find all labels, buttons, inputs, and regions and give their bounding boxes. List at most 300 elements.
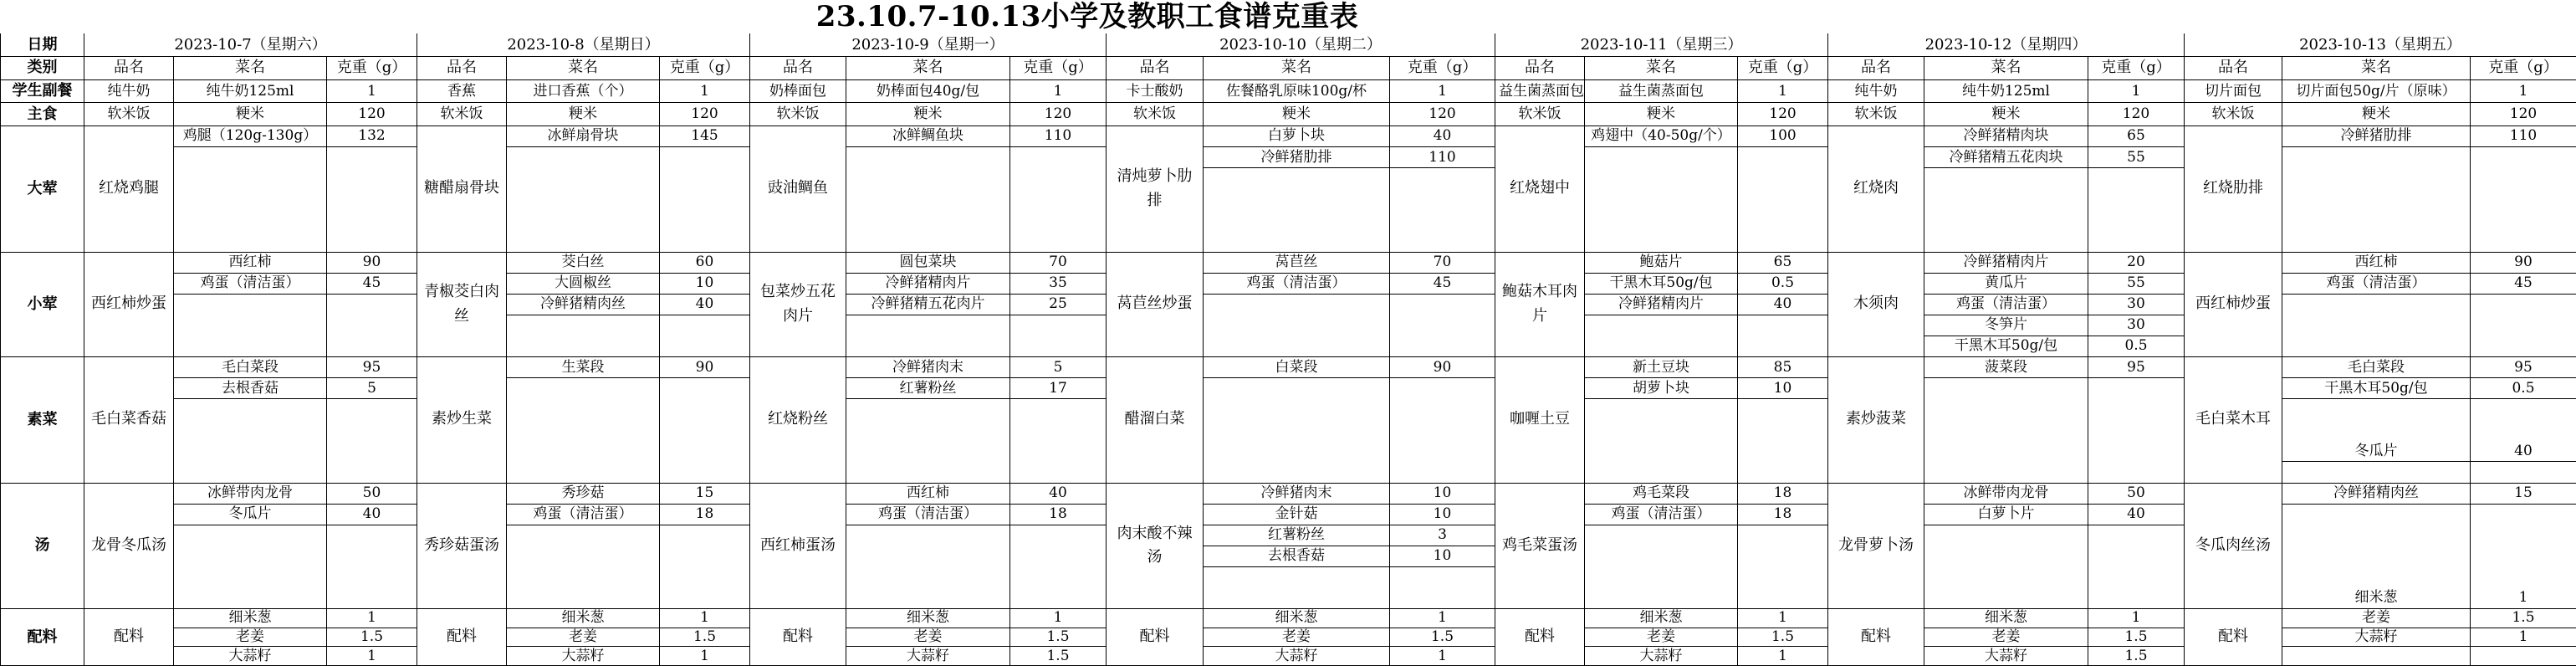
ingredient-name: 茭白丝 xyxy=(507,252,660,273)
dish-name: 西红柿炒蛋 xyxy=(84,252,174,356)
ingredient-weight: 30 xyxy=(2088,294,2185,315)
ingredient-weight xyxy=(2471,504,2576,525)
ingredient-name xyxy=(846,441,1010,462)
dish-name: 红烧肋排 xyxy=(2185,126,2282,252)
ingredient-name xyxy=(174,546,327,566)
dish-name: 软米饭 xyxy=(1107,103,1204,126)
ingredient-weight: 55 xyxy=(2088,147,2185,168)
ingredient-weight xyxy=(327,441,417,462)
ingredient-name xyxy=(1204,462,1390,483)
ingredient-weight: 10 xyxy=(1390,504,1495,525)
ingredient-name: 鸡腿（120g-130g） xyxy=(174,126,327,146)
ingredient-name: 冰鲜带肉龙骨 xyxy=(1924,483,2088,504)
ingredient-name: 冰鲜带肉龙骨 xyxy=(174,483,327,504)
ingredient-weight xyxy=(1738,315,1828,336)
ingredient-weight xyxy=(327,588,417,609)
ingredient-weight: 18 xyxy=(1010,504,1107,525)
ingredient-name: 冷鲜猪精五花肉片 xyxy=(846,294,1010,315)
dish-name: 配料 xyxy=(417,609,507,666)
ingredient-weight xyxy=(1390,588,1495,609)
ingredient-weight xyxy=(327,168,417,189)
ingredient-name: 大圆椒丝 xyxy=(507,273,660,294)
ingredient-weight xyxy=(1390,210,1495,231)
column-header-cai: 菜名 xyxy=(1585,57,1738,80)
ingredient-weight: 65 xyxy=(2088,126,2185,146)
ingredient-name: 金针菇 xyxy=(1204,504,1390,525)
ingredient-weight xyxy=(660,378,750,399)
ingredient-name xyxy=(1204,588,1390,609)
ingredient-weight: 18 xyxy=(1738,483,1828,504)
ingredient-weight xyxy=(1390,168,1495,189)
ingredient-weight: 1 xyxy=(1010,609,1107,628)
ingredient-weight xyxy=(2471,189,2576,210)
day-date: 2023-10-13（星期五） xyxy=(2185,33,2576,57)
ingredient-name: 冷鲜猪肋排 xyxy=(2282,126,2471,146)
ingredient-name: 粳米 xyxy=(1924,103,2088,126)
ingredient-weight xyxy=(1738,168,1828,189)
day-date: 2023-10-7（星期六） xyxy=(84,33,417,57)
ingredient-weight xyxy=(1390,462,1495,483)
ingredient-name xyxy=(1585,420,1738,441)
ingredient-name xyxy=(2282,147,2471,168)
dish-name: 红烧翅中 xyxy=(1495,126,1585,252)
dish-name: 醋溜白菜 xyxy=(1107,356,1204,483)
ingredient-weight: 15 xyxy=(660,483,750,504)
ingredient-weight xyxy=(1010,441,1107,462)
ingredient-weight xyxy=(1010,210,1107,231)
ingredient-weight xyxy=(2471,210,2576,231)
ingredient-weight: 1 xyxy=(1010,79,1107,103)
ingredient-weight: 40 xyxy=(2088,504,2185,525)
ingredient-weight: 50 xyxy=(2088,483,2185,504)
ingredient-weight: 15 xyxy=(2471,483,2576,504)
ingredient-weight xyxy=(1010,147,1107,168)
ingredient-name: 大蒜籽 xyxy=(1924,647,2088,666)
ingredient-name xyxy=(1924,525,2088,546)
dish-name: 西红柿蛋汤 xyxy=(750,483,846,609)
dish-name: 莴苣丝炒蛋 xyxy=(1107,252,1204,356)
category-name: 学生副餐 xyxy=(1,79,84,103)
ingredient-name: 老姜 xyxy=(507,628,660,647)
ingredient-name: 鸡毛菜段 xyxy=(1585,483,1738,504)
dish-name: 配料 xyxy=(1495,609,1585,666)
date-label: 日期 xyxy=(1,33,84,57)
ingredient-weight xyxy=(327,147,417,168)
ingredient-weight xyxy=(2088,378,2185,399)
ingredient-name xyxy=(507,147,660,168)
ingredient-name xyxy=(1924,378,2088,399)
ingredient-weight xyxy=(2471,231,2576,252)
ingredient-weight: 90 xyxy=(327,252,417,273)
ingredient-weight: 65 xyxy=(1738,252,1828,273)
ingredient-weight: 85 xyxy=(1738,356,1828,377)
ingredient-weight xyxy=(1010,588,1107,609)
ingredient-weight: 1.5 xyxy=(660,628,750,647)
ingredient-name xyxy=(1204,399,1390,420)
ingredient-name: 生菜段 xyxy=(507,356,660,377)
ingredient-name xyxy=(507,210,660,231)
dish-name: 纯牛奶 xyxy=(84,79,174,103)
ingredient-weight: 10 xyxy=(660,273,750,294)
ingredient-weight xyxy=(1738,210,1828,231)
ingredient-weight xyxy=(2471,566,2576,587)
ingredient-name xyxy=(1204,336,1390,356)
ingredient-name: 西红柿 xyxy=(846,483,1010,504)
ingredient-weight: 70 xyxy=(1390,252,1495,273)
ingredient-weight xyxy=(1010,566,1107,587)
ingredient-weight xyxy=(1010,315,1107,336)
ingredient-weight: 45 xyxy=(1390,273,1495,294)
ingredient-weight xyxy=(660,525,750,546)
ingredient-name: 冷鲜猪精肉片 xyxy=(1924,252,2088,273)
ingredient-weight: 120 xyxy=(2471,103,2576,126)
ingredient-name xyxy=(1924,210,2088,231)
column-header-cai: 菜名 xyxy=(2282,57,2471,80)
ingredient-weight xyxy=(1390,336,1495,356)
column-header-weight: 克重（g） xyxy=(2471,57,2576,80)
ingredient-name: 冷鲜猪精肉片 xyxy=(846,273,1010,294)
ingredient-name xyxy=(846,462,1010,483)
ingredient-weight: 1 xyxy=(1390,647,1495,666)
ingredient-name xyxy=(1585,315,1738,336)
ingredient-weight: 145 xyxy=(660,126,750,146)
ingredient-name: 纯牛奶125ml xyxy=(1924,79,2088,103)
dish-name: 软米饭 xyxy=(417,103,507,126)
ingredient-weight: 1 xyxy=(660,79,750,103)
ingredient-weight xyxy=(660,231,750,252)
ingredient-name: 老姜 xyxy=(1204,628,1390,647)
dish-name: 肉末酸不辣汤 xyxy=(1107,483,1204,609)
dish-name: 切片面包 xyxy=(2185,79,2282,103)
ingredient-weight xyxy=(2088,420,2185,441)
ingredient-name: 白萝卜块 xyxy=(1204,126,1390,146)
ingredient-name: 冷鲜猪精肉丝 xyxy=(2282,483,2471,504)
ingredient-name xyxy=(507,566,660,587)
ingredient-name xyxy=(174,168,327,189)
ingredient-name xyxy=(174,441,327,462)
ingredient-weight: 1.5 xyxy=(2471,609,2576,628)
ingredient-name xyxy=(2282,504,2471,525)
day-date: 2023-10-10（星期二） xyxy=(1107,33,1495,57)
ingredient-weight xyxy=(327,294,417,315)
ingredient-weight: 25 xyxy=(1010,294,1107,315)
ingredient-name xyxy=(507,399,660,420)
ingredient-name xyxy=(1924,399,2088,420)
ingredient-weight: 40 xyxy=(660,294,750,315)
ingredient-name xyxy=(174,420,327,441)
ingredient-name: 细米葱 xyxy=(1924,609,2088,628)
ingredient-weight xyxy=(2088,566,2185,587)
ingredient-weight xyxy=(327,546,417,566)
dish-name: 青椒茭白肉丝 xyxy=(417,252,507,356)
ingredient-name xyxy=(1204,210,1390,231)
ingredient-name: 粳米 xyxy=(2282,103,2471,126)
ingredient-weight: 1 xyxy=(2088,609,2185,628)
ingredient-name xyxy=(846,525,1010,546)
column-header-weight: 克重（g） xyxy=(1738,57,1828,80)
ingredient-name xyxy=(174,210,327,231)
ingredient-weight: 1 xyxy=(1390,79,1495,103)
ingredient-name xyxy=(507,336,660,356)
dish-name: 软米饭 xyxy=(2185,103,2282,126)
ingredient-name xyxy=(846,336,1010,356)
ingredient-name xyxy=(1924,462,2088,483)
ingredient-weight xyxy=(660,336,750,356)
ingredient-weight xyxy=(327,420,417,441)
category-label: 类别 xyxy=(1,57,84,80)
ingredient-name xyxy=(846,315,1010,336)
ingredient-name: 冷鲜猪精五花肉块 xyxy=(1924,147,2088,168)
ingredient-name: 去根香菇 xyxy=(174,378,327,399)
ingredient-weight: 17 xyxy=(1010,378,1107,399)
ingredient-weight xyxy=(2471,399,2576,420)
dish-name: 冬瓜肉丝汤 xyxy=(2185,483,2282,609)
ingredient-weight: 1 xyxy=(1738,79,1828,103)
ingredient-weight xyxy=(2088,441,2185,462)
ingredient-name: 秀珍菇 xyxy=(507,483,660,504)
dish-name: 红烧鸡腿 xyxy=(84,126,174,252)
ingredient-name xyxy=(1204,294,1390,315)
ingredient-weight xyxy=(2088,168,2185,189)
dish-name: 清炖萝卜肋排 xyxy=(1107,126,1204,252)
ingredient-name xyxy=(1585,462,1738,483)
ingredient-weight xyxy=(2088,399,2185,420)
ingredient-weight xyxy=(1390,315,1495,336)
ingredient-weight xyxy=(327,315,417,336)
ingredient-weight xyxy=(2088,462,2185,483)
ingredient-name xyxy=(174,566,327,587)
ingredient-name: 纯牛奶125ml xyxy=(174,79,327,103)
ingredient-weight xyxy=(1010,546,1107,566)
ingredient-name: 黄瓜片 xyxy=(1924,273,2088,294)
ingredient-weight xyxy=(1390,420,1495,441)
ingredient-name: 大蒜籽 xyxy=(846,647,1010,666)
dish-name: 毛白菜木耳 xyxy=(2185,356,2282,483)
category-name: 大荤 xyxy=(1,126,84,252)
ingredient-weight xyxy=(660,546,750,566)
ingredient-name: 冷鲜猪精肉块 xyxy=(1924,126,2088,146)
ingredient-weight: 18 xyxy=(660,504,750,525)
ingredient-name: 冰鲜鲷鱼块 xyxy=(846,126,1010,146)
ingredient-weight xyxy=(1738,336,1828,356)
ingredient-weight xyxy=(1738,399,1828,420)
ingredient-weight xyxy=(660,189,750,210)
ingredient-weight xyxy=(1390,231,1495,252)
ingredient-name xyxy=(846,546,1010,566)
ingredient-weight: 1 xyxy=(2471,628,2576,647)
ingredient-weight xyxy=(1738,462,1828,483)
ingredient-name xyxy=(846,566,1010,587)
dish-name: 秀珍菇蛋汤 xyxy=(417,483,507,609)
column-header-cai: 菜名 xyxy=(1204,57,1390,80)
ingredient-weight xyxy=(1010,189,1107,210)
ingredient-name: 菠菜段 xyxy=(1924,356,2088,377)
ingredient-weight: 40 xyxy=(1010,483,1107,504)
ingredient-weight: 90 xyxy=(1390,356,1495,377)
dish-name: 软米饭 xyxy=(84,103,174,126)
dish-name: 软米饭 xyxy=(750,103,846,126)
ingredient-name xyxy=(1585,546,1738,566)
ingredient-weight: 95 xyxy=(2471,356,2576,377)
ingredient-weight xyxy=(660,566,750,587)
ingredient-name: 鸡翅中（40-50g/个） xyxy=(1585,126,1738,146)
ingredient-name: 大蒜籽 xyxy=(174,647,327,666)
ingredient-name: 冬瓜片 xyxy=(174,504,327,525)
ingredient-weight xyxy=(1738,546,1828,566)
ingredient-name xyxy=(846,168,1010,189)
ingredient-name: 新土豆块 xyxy=(1585,356,1738,377)
ingredient-name xyxy=(1204,420,1390,441)
column-header-cai: 菜名 xyxy=(1924,57,2088,80)
ingredient-weight: 1.5 xyxy=(2088,647,2185,666)
ingredient-name: 冬瓜片 xyxy=(2282,441,2471,462)
ingredient-name xyxy=(2282,294,2471,315)
ingredient-name: 冰鲜扇骨块 xyxy=(507,126,660,146)
ingredient-name xyxy=(174,336,327,356)
dish-name: 软米饭 xyxy=(1828,103,1924,126)
ingredient-name xyxy=(2282,647,2471,666)
ingredient-weight xyxy=(2088,525,2185,546)
ingredient-name: 红薯粉丝 xyxy=(846,378,1010,399)
ingredient-weight: 45 xyxy=(2471,273,2576,294)
ingredient-weight xyxy=(1738,566,1828,587)
ingredient-weight: 18 xyxy=(1738,504,1828,525)
ingredient-weight xyxy=(1390,399,1495,420)
ingredient-weight: 5 xyxy=(327,378,417,399)
ingredient-weight: 1 xyxy=(1738,647,1828,666)
ingredient-name xyxy=(1585,441,1738,462)
ingredient-weight: 110 xyxy=(1390,147,1495,168)
ingredient-name: 进口香蕉（个） xyxy=(507,79,660,103)
ingredient-weight: 45 xyxy=(327,273,417,294)
ingredient-weight: 5 xyxy=(1010,356,1107,377)
ingredient-weight xyxy=(2471,647,2576,666)
ingredient-weight xyxy=(660,210,750,231)
ingredient-weight xyxy=(2471,315,2576,336)
ingredient-name: 鸡蛋（清洁蛋） xyxy=(1585,504,1738,525)
ingredient-weight xyxy=(327,462,417,483)
ingredient-weight xyxy=(660,147,750,168)
ingredient-name: 老姜 xyxy=(174,628,327,647)
dish-name: 配料 xyxy=(84,609,174,666)
day-date: 2023-10-11（星期三） xyxy=(1495,33,1828,57)
ingredient-name xyxy=(1924,441,2088,462)
ingredient-name xyxy=(1585,566,1738,587)
ingredient-name: 老姜 xyxy=(2282,609,2471,628)
ingredient-weight xyxy=(1010,336,1107,356)
dish-name: 豉油鲷鱼 xyxy=(750,126,846,252)
ingredient-name xyxy=(174,462,327,483)
ingredient-name xyxy=(1585,336,1738,356)
ingredient-weight: 1 xyxy=(327,647,417,666)
ingredient-weight: 132 xyxy=(327,126,417,146)
column-header-pin: 品名 xyxy=(1107,57,1204,80)
ingredient-name: 鲍菇片 xyxy=(1585,252,1738,273)
ingredient-name xyxy=(1924,546,2088,566)
ingredient-weight xyxy=(2088,588,2185,609)
ingredient-name: 冷鲜猪肉末 xyxy=(846,356,1010,377)
ingredient-name: 鸡蛋（清洁蛋） xyxy=(1924,294,2088,315)
ingredient-name xyxy=(507,546,660,566)
ingredient-weight: 0.5 xyxy=(2471,378,2576,399)
ingredient-weight: 90 xyxy=(2471,252,2576,273)
ingredient-name xyxy=(507,315,660,336)
ingredient-name xyxy=(1924,420,2088,441)
ingredient-weight: 70 xyxy=(1010,252,1107,273)
ingredient-weight xyxy=(327,566,417,587)
ingredient-name: 鸡蛋（清洁蛋） xyxy=(174,273,327,294)
column-header-weight: 克重（g） xyxy=(327,57,417,80)
ingredient-weight xyxy=(1738,588,1828,609)
ingredient-name xyxy=(174,588,327,609)
ingredient-name: 冷鲜猪精肉片 xyxy=(1585,294,1738,315)
ingredient-weight: 0.5 xyxy=(1738,273,1828,294)
dish-name: 纯牛奶 xyxy=(1828,79,1924,103)
ingredient-name: 细米葱 xyxy=(1204,609,1390,628)
recipe-weight-table xyxy=(0,33,2576,666)
ingredient-name: 粳米 xyxy=(507,103,660,126)
ingredient-name xyxy=(2282,566,2471,587)
ingredient-name xyxy=(1585,168,1738,189)
ingredient-name xyxy=(1204,566,1390,587)
ingredient-name xyxy=(1204,231,1390,252)
ingredient-weight xyxy=(327,399,417,420)
dish-name: 龙骨冬瓜汤 xyxy=(84,483,174,609)
ingredient-name xyxy=(846,231,1010,252)
category-name: 素菜 xyxy=(1,356,84,483)
ingredient-weight xyxy=(660,588,750,609)
dish-name: 素炒菠菜 xyxy=(1828,356,1924,483)
ingredient-name xyxy=(174,315,327,336)
dish-name: 鲍菇木耳肉片 xyxy=(1495,252,1585,356)
ingredient-name xyxy=(846,588,1010,609)
dish-name: 红烧粉丝 xyxy=(750,356,846,483)
dish-name: 软米饭 xyxy=(1495,103,1585,126)
column-header-weight: 克重（g） xyxy=(660,57,750,80)
ingredient-weight xyxy=(2471,525,2576,546)
ingredient-name: 老姜 xyxy=(1585,628,1738,647)
ingredient-name xyxy=(1204,441,1390,462)
ingredient-weight: 95 xyxy=(327,356,417,377)
dish-name: 素炒生菜 xyxy=(417,356,507,483)
ingredient-weight: 120 xyxy=(1738,103,1828,126)
column-header-weight: 克重（g） xyxy=(1010,57,1107,80)
ingredient-name: 细米葱 xyxy=(174,609,327,628)
dish-name: 奶棒面包 xyxy=(750,79,846,103)
ingredient-weight xyxy=(660,420,750,441)
ingredient-name xyxy=(2282,546,2471,566)
ingredient-weight xyxy=(660,462,750,483)
column-header-weight: 克重（g） xyxy=(2088,57,2185,80)
ingredient-weight xyxy=(2088,546,2185,566)
category-name: 主食 xyxy=(1,103,84,126)
ingredient-weight xyxy=(2088,231,2185,252)
column-header-pin: 品名 xyxy=(1828,57,1924,80)
ingredient-weight xyxy=(1390,189,1495,210)
ingredient-name: 鸡蛋（清洁蛋） xyxy=(2282,273,2471,294)
ingredient-name: 冷鲜猪精肉丝 xyxy=(507,294,660,315)
ingredient-name xyxy=(2282,189,2471,210)
ingredient-name: 毛白菜段 xyxy=(174,356,327,377)
ingredient-name: 鸡蛋（清洁蛋） xyxy=(1204,273,1390,294)
ingredient-weight xyxy=(1738,189,1828,210)
ingredient-weight: 0.5 xyxy=(2088,336,2185,356)
column-header-pin: 品名 xyxy=(2185,57,2282,80)
ingredient-name: 圆包菜块 xyxy=(846,252,1010,273)
ingredient-weight: 120 xyxy=(2088,103,2185,126)
ingredient-weight: 40 xyxy=(1390,126,1495,146)
dish-name: 香蕉 xyxy=(417,79,507,103)
